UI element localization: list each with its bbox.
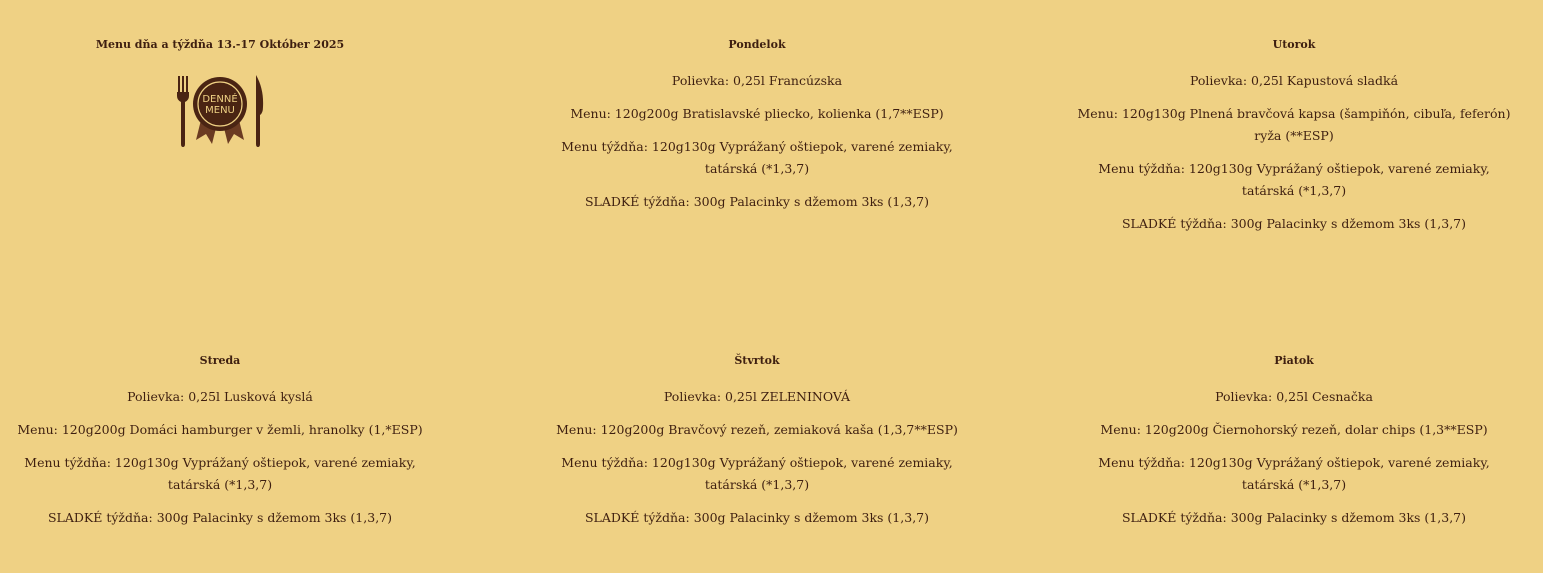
weekly-menu-line: Menu týždňa: 120g130g Vyprážaný oštiepok, varené zemiaky, tatárská (*1,3,7)	[561, 139, 953, 176]
day-card-stvrtok	[537, 354, 977, 540]
soup-line: Polievka: 0,25l Francúzska	[671, 73, 843, 88]
day-title: Štvrtok	[734, 354, 780, 367]
soup-line: Polievka: 0,25l ZELENINOVÁ	[663, 389, 851, 404]
sweet-line: SLADKÉ týždňa: 300g Palacinky s džemom 3ks (1,3,7)	[584, 510, 929, 525]
menu-line: Menu: 120g200g Čiernohorský rezeň, dolar chips (1,3**ESP)	[1100, 422, 1488, 437]
day-title: Pondelok	[728, 38, 786, 51]
day-card-pondelok	[537, 38, 977, 224]
soup-line: Polievka: 0,25l Cesnačka	[1215, 389, 1373, 404]
day-title: Piatok	[1274, 354, 1314, 367]
menu-line: Menu: 120g200g Bravčový rezeň, zemiaková kaša (1,3,7**ESP)	[556, 422, 958, 437]
denne-menu-logo	[172, 72, 268, 148]
weekly-menu-line: Menu týždňa: 120g130g Vyprážaný oštiepok, varené zemiaky, tatárská (*1,3,7)	[1098, 455, 1490, 492]
sweet-line: SLADKÉ týždňa: 300g Palacinky s džemom 3ks (1,3,7)	[47, 510, 392, 525]
weekly-menu-line: Menu týždňa: 120g130g Vyprážaný oštiepok, varené zemiaky, tatárská (*1,3,7)	[561, 455, 953, 492]
sweet-line: SLADKÉ týždňa: 300g Palacinky s džemom 3ks (1,3,7)	[584, 194, 929, 209]
soup-line: Polievka: 0,25l Lusková kyslá	[127, 389, 313, 404]
weekly-menu-line: Menu týždňa: 120g130g Vyprážaný oštiepok, varené zemiaky, tatárská (*1,3,7)	[1098, 161, 1490, 198]
logo-text-line1: DENNÉ	[202, 94, 238, 105]
soup-line: Polievka: 0,25l Kapustová sladká	[1189, 73, 1399, 88]
menu-line: Menu: 120g200g Bratislavské pliecko, kolienka (1,7**ESP)	[570, 106, 944, 121]
menu-line: Menu: 120g130g Plnená bravčová kapsa (šampiňón, cibuľa, feferón) ryža (**ESP)	[1077, 106, 1511, 143]
day-card-streda	[0, 354, 440, 540]
weekly-menu-line: Menu týždňa: 120g130g Vyprážaný oštiepok, varené zemiaky, tatárská (*1,3,7)	[24, 455, 416, 492]
day-card-piatok	[1074, 354, 1514, 540]
header-cell	[0, 38, 440, 148]
page-title: Menu dňa a týždňa 13.-17 Október 2025	[95, 38, 345, 51]
logo-text-line2: MENU	[205, 105, 235, 116]
fork-knife-ribbon-icon	[172, 72, 268, 148]
day-title: Utorok	[1272, 38, 1316, 51]
sweet-line: SLADKÉ týždňa: 300g Palacinky s džemom 3ks (1,3,7)	[1121, 216, 1466, 231]
day-title: Streda	[199, 354, 241, 367]
sweet-line: SLADKÉ týždňa: 300g Palacinky s džemom 3ks (1,3,7)	[1121, 510, 1466, 525]
day-card-utorok	[1074, 38, 1514, 246]
menu-line: Menu: 120g200g Domáci hamburger v žemli, hranolky (1,*ESP)	[17, 422, 423, 437]
